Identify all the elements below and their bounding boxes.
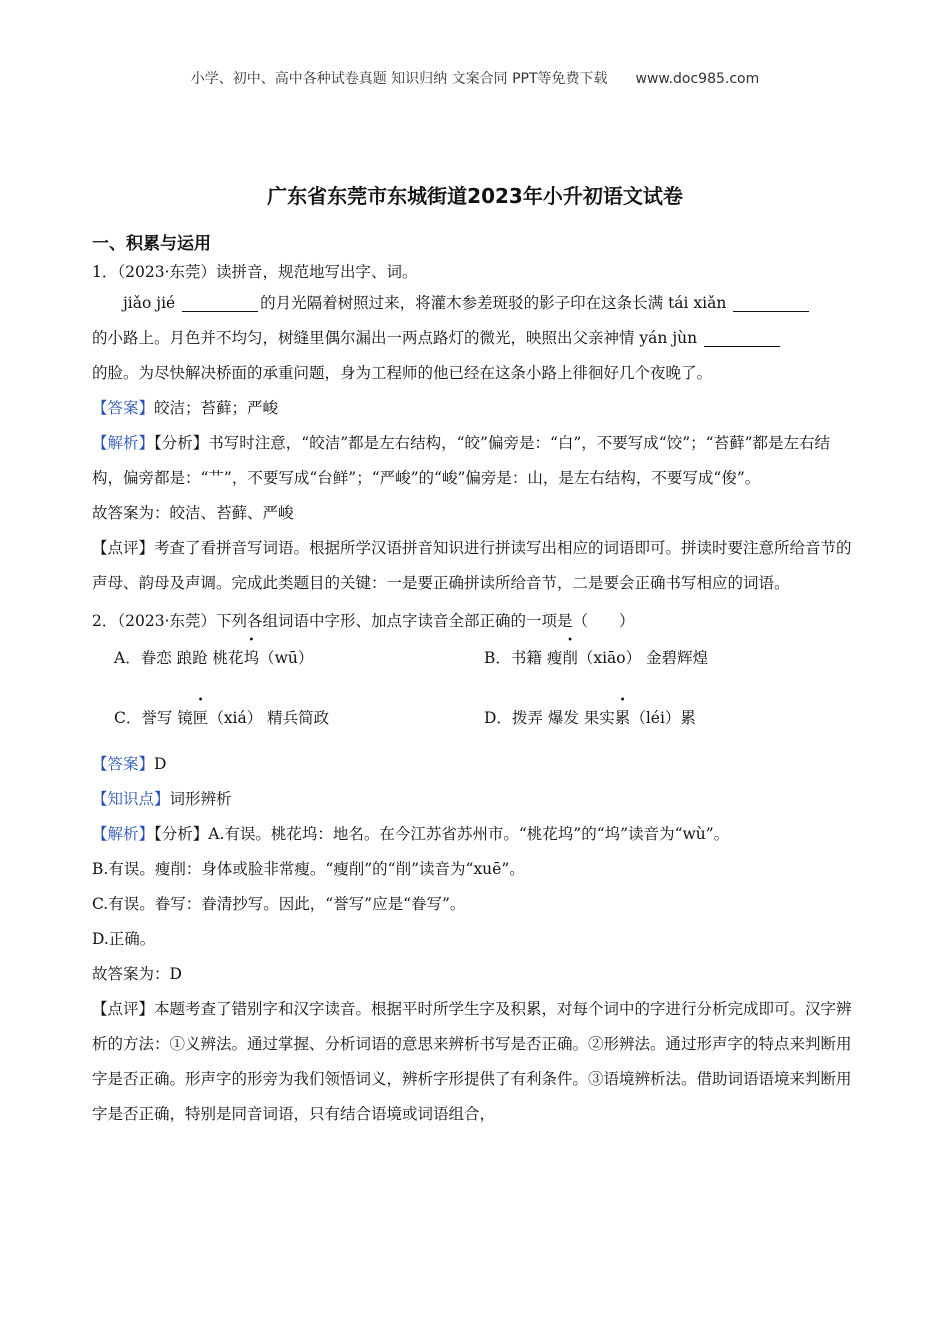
option-a[interactable] (114, 643, 484, 673)
section-heading: 一、积累与运用 (92, 234, 211, 254)
q2-knowledge-point (92, 782, 860, 817)
answer-text: 皎洁；苔藓；严峻 (154, 399, 279, 417)
analysis-text: 【分析】书写时注意，“皎洁”都是左右结构，“皎”偏旁是：“白”，不要写成“饺”；“苔藓”都是左右结构，偏旁都是：“艹”，不要写成“台鲜”；“严峻”的“峻”偏旁是：山，是左右结构，不要写成“俊”。 (92, 434, 831, 487)
dotted-char: 坞 (243, 649, 260, 667)
q2-answer (92, 747, 860, 782)
option-d[interactable] (484, 703, 854, 733)
q2-options-row1 (114, 643, 860, 673)
option-d-text: D．拨弄 爆发 果实 (484, 709, 615, 727)
knowledge-tag: 【知识点】 (92, 790, 170, 808)
option-b-text: B．书籍 瘦 (484, 649, 563, 667)
option-b-pinyin: （xiāo） 金碧辉煌 (577, 649, 709, 667)
passage-text-1: 的月光隔着树照过来，将灌木参差斑驳的影子印在这条长满 tái xiǎn (260, 294, 727, 312)
option-a-text: A．眷恋 踉跄 桃花 (114, 649, 244, 667)
answer-blank-2[interactable] (733, 293, 809, 312)
header-text: 小学、初中、高中各种试卷真题 知识归纳 文案合同 PPT等免费下载 (190, 71, 608, 87)
q2-analysis (92, 817, 860, 852)
answer-blank-1[interactable] (182, 293, 258, 312)
document-body (92, 230, 860, 1132)
q2-analysis-c: C.有误。眷写：眷清抄写。因此，“誉写”应是“眷写”。 (92, 895, 466, 913)
q2-conclusion: 故答案为：D (92, 965, 182, 983)
q1-answer (92, 391, 860, 426)
answer-blank-3[interactable] (704, 328, 780, 347)
passage-text-2: 的小路上。月色并不均匀，树缝里偶尔漏出一两点路灯的微光，映照出父亲神情 yán jùn (92, 329, 698, 347)
q1-passage-line2 (92, 321, 860, 356)
answer-text: D (154, 755, 167, 773)
answer-tag: 【答案】 (92, 399, 155, 417)
knowledge-text: 词形辨析 (169, 790, 232, 808)
q2-stem: 2．（2023·东莞）下列各组词语中字形、加点字读音全部正确的一项是（ ） (92, 612, 635, 630)
dotted-char: 累 (614, 709, 631, 727)
q2-comment: 【点评】本题考查了错别字和汉字读音。根据平时所学生字及积累，对每个词中的字进行分析完成即可。汉字辨析的方法：①义辨法。通过掌握、分析词语的意思来辨析书写是否正确。②形辨法。通过形声字的特点来判断用字是否正确。形声字的形旁为我们领悟词义，辨析字形提供了有利条件。③语境辨析法。借助词语语境来判断用字是否正确，特别是同音词语，只有结合语境或词语组合， (92, 1000, 852, 1123)
q1-conclusion: 故答案为：皎洁、苔藓、严峻 (92, 504, 294, 522)
option-d-pinyin: （léi）累 (630, 709, 696, 727)
analysis-tag: 【解析】 (92, 825, 155, 843)
answer-tag: 【答案】 (92, 755, 155, 773)
header-site[interactable]: www.doc985.com (635, 71, 760, 87)
pinyin-1: jiǎo jié (123, 294, 176, 312)
q1-passage-line3: 的脸。为尽快解决桥面的承重问题，身为工程师的他已经在这条小路上徘徊好几个夜晚了。 (92, 364, 713, 382)
option-c-pinyin: （xiá） 精兵简政 (208, 709, 330, 727)
option-a-pinyin: （wū） (259, 649, 314, 667)
q2-analysis-b: B.有误。瘦削：身体或脸非常瘦。“瘦削”的“削”读音为“xuē”。 (92, 860, 525, 878)
q1-stem: 1．（2023·东莞）读拼音，规范地写出字、词。 (92, 263, 418, 281)
option-c[interactable] (114, 703, 484, 733)
dotted-char: 削 (562, 649, 578, 667)
document-title: 广东省东莞市东城街道2023年小升初语文试卷 (267, 184, 683, 208)
q2-options-row2 (114, 703, 860, 733)
q2-analysis-d: D.正确。 (92, 930, 156, 948)
q1-comment: 【点评】考查了看拼音写词语。根据所学汉语拼音知识进行拼读写出相应的词语即可。拼读时要注意所给音节的声母、韵母及声调。完成此类题目的关键：一是要正确拼读所给音节，二是要会正确书写相应的词语。 (92, 539, 852, 592)
option-b[interactable] (484, 643, 854, 673)
q1-analysis (92, 426, 860, 496)
analysis-text: 【分析】A.有误。桃花坞：地名。在今江苏省苏州市。“桃花坞”的“坞”读音为“wù”。 (154, 825, 730, 843)
q1-passage (92, 286, 860, 321)
option-c-text: C．誉写 镜 (114, 709, 193, 727)
dotted-char: 匣 (192, 709, 209, 727)
page-header (0, 68, 950, 88)
analysis-tag: 【解析】 (92, 434, 155, 452)
